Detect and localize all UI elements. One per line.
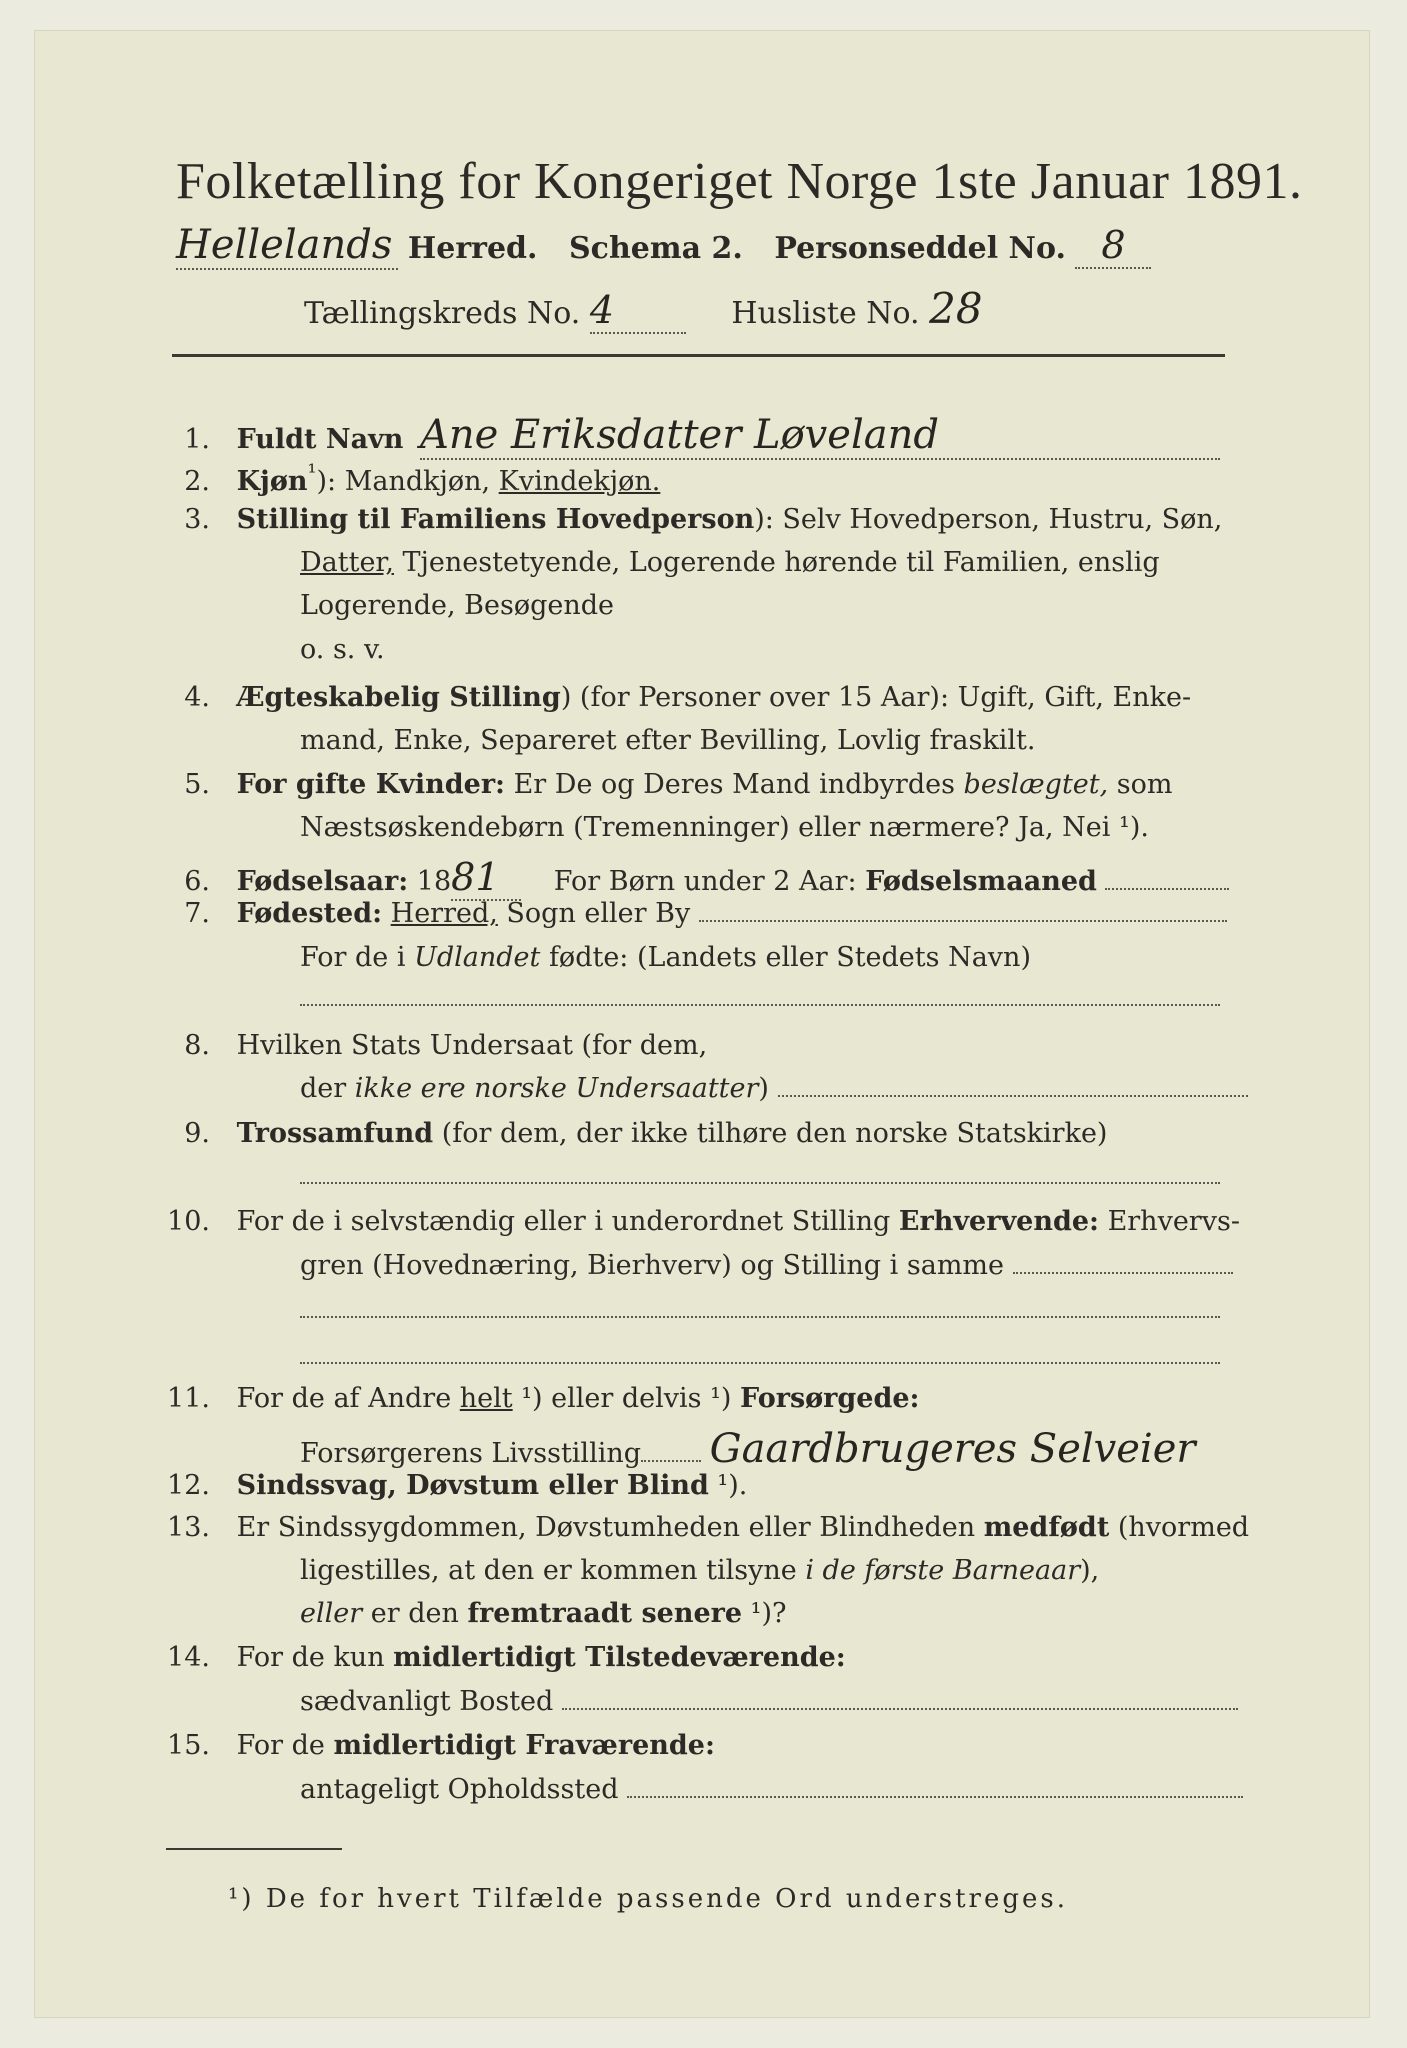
- item-8-number: 8.: [184, 1030, 210, 1061]
- item-7-text-2c: fødte: (Landets eller Stedets Navn): [540, 942, 1031, 973]
- item-13-text-3c: ¹)?: [742, 1598, 787, 1629]
- item-14-label: midlertidigt Tilstedeværende:: [393, 1642, 846, 1673]
- husliste-handwritten: 28: [929, 284, 983, 333]
- item-12: [150, 1470, 747, 1501]
- item-13-text-1a: Er Sindssygdommen, Døvstumheden eller Blindheden: [236, 1512, 984, 1543]
- item-3: [150, 504, 1222, 535]
- item-15-text-1a: For de: [236, 1730, 334, 1761]
- item-6-text: For Børn under 2 Aar:: [553, 866, 857, 897]
- item-8-label-wrap: [237, 1030, 573, 1061]
- item-5-text-2: Næstsøskendebørn (Tremenninger) eller nærmere? Ja, Nei ¹).: [300, 812, 1149, 843]
- item-2: [150, 460, 660, 497]
- item-3-label: Stilling til Familiens Hovedperson: [236, 504, 755, 535]
- item-7-text-2a: For de i: [300, 942, 415, 973]
- header-rule: [172, 354, 1225, 357]
- item-8-text-1: (for dem,: [572, 1030, 708, 1061]
- item-13-text-2a: ligestilles, at den er kommen tilsyne: [300, 1555, 806, 1586]
- item-11-selected: helt: [459, 1383, 513, 1414]
- herred-line: [176, 222, 1151, 270]
- foreign-birthplace-blank: [300, 1004, 1220, 1006]
- husliste-label: Husliste No.: [731, 296, 920, 331]
- birthplace-blank: [699, 920, 1227, 922]
- item-13-number: 13.: [167, 1512, 210, 1543]
- religion-blank: [300, 1182, 1220, 1184]
- item-14-number: 14.: [167, 1642, 210, 1673]
- item-8-line-2: [300, 1073, 1248, 1104]
- item-15-number: 15.: [167, 1730, 210, 1761]
- item-13-line-2: [300, 1555, 1099, 1586]
- item-2-selected: Kvindekjøn.: [498, 466, 661, 497]
- kreds-handwritten: 4: [590, 288, 686, 334]
- item-9-number: 9.: [184, 1118, 210, 1149]
- occupation-blank: [1013, 1272, 1233, 1274]
- item-14-text-1a: For de kun: [236, 1642, 394, 1673]
- occupation-blank-2: [300, 1316, 1220, 1318]
- item-14: [150, 1642, 846, 1673]
- item-11: [150, 1383, 919, 1414]
- item-10-text-2: gren (Hovednæring, Bierhverv) og Stilling i samme: [300, 1250, 1005, 1281]
- item-3-selected: Datter,: [300, 547, 394, 578]
- item-4: [150, 682, 1191, 713]
- item-13-text-2c: ),: [1080, 1555, 1100, 1586]
- item-5-number: 5.: [184, 769, 210, 800]
- item-9-text: (for dem, der ikke tilhøre den norske Statskirke): [433, 1118, 1108, 1149]
- birth-month-blank: [1105, 888, 1229, 890]
- item-3-text-2: Tjenestetyende, Logerende hørende til Familien, enslig: [393, 547, 1160, 578]
- item-5-text-1b: beslægtet,: [963, 769, 1109, 800]
- item-13-label-2: fremtraadt senere: [467, 1598, 743, 1629]
- item-2-number: 2.: [184, 466, 210, 497]
- kreds-line: [304, 284, 983, 334]
- item-12-number: 12.: [167, 1470, 210, 1501]
- item-8-text-2a: der: [300, 1073, 355, 1104]
- item-4-text-1: ) (for Personer over 15 Aar): Ugift, Gift, Enke-: [560, 682, 1192, 713]
- item-10-text-1a: For de i selvstændig eller i underordnet Stilling: [236, 1206, 899, 1237]
- item-10-number: 10.: [167, 1206, 210, 1237]
- item-6-number: 6.: [184, 866, 210, 897]
- item-5-text-1c: som: [1108, 769, 1173, 800]
- item-3-number: 3.: [184, 504, 210, 535]
- item-13-text-3a: eller: [300, 1598, 363, 1629]
- usual-residence-blank: [562, 1708, 1238, 1710]
- item-1-number: 1.: [184, 424, 210, 455]
- item-6: [150, 855, 1229, 901]
- item-15: [150, 1730, 715, 1761]
- item-7-text-2b: Udlandet: [414, 942, 541, 973]
- herred-label: Herred.: [407, 231, 538, 266]
- item-8-text-2b: ikke ere norske Undersaatter: [354, 1073, 759, 1104]
- footnote-rule: [166, 1848, 342, 1850]
- item-13-text-2b: i de første Barneaar: [805, 1555, 1081, 1586]
- occupation-blank-3: [300, 1362, 1220, 1364]
- item-11-number: 11.: [167, 1383, 210, 1414]
- item-7-selected: Herred,: [390, 898, 498, 929]
- item-10-text-1b: Erhvervs-: [1098, 1206, 1240, 1237]
- item-6-label-2: Fødselsmaaned: [865, 866, 1097, 897]
- item-5-label: For gifte Kvinder:: [236, 769, 506, 800]
- item-7: [150, 898, 1227, 929]
- item-2-label: Kjøn: [236, 466, 308, 497]
- full-name-handwritten: Ane Eriksdatter Løveland: [420, 412, 1220, 460]
- item-13-text-3b: er den: [362, 1598, 468, 1629]
- item-3-line-2: [300, 547, 1160, 578]
- item-5-text-1a: Er De og Deres Mand indbyrdes: [505, 769, 964, 800]
- item-10-line-2: [300, 1250, 1233, 1281]
- birth-year-handwritten: 81: [451, 855, 521, 901]
- item-5: [150, 769, 1173, 800]
- item-13-line-3: [300, 1598, 786, 1629]
- item-8: [150, 1030, 707, 1061]
- item-4-text-2: mand, Enke, Separeret efter Bevilling, Lovlig fraskilt.: [300, 725, 1036, 756]
- item-2-sup: ¹: [307, 460, 317, 486]
- item-13-text-1b: (hvormed: [1109, 1512, 1250, 1543]
- birth-year-prefix: 18: [416, 866, 452, 897]
- item-12-text: ¹).: [708, 1470, 748, 1501]
- form-title: Folketælling for Kongeriget Norge 1ste Januar 1891.: [176, 153, 1303, 210]
- footnote: ¹) De for hvert Tilfælde passende Ord understreges.: [228, 1884, 1069, 1914]
- item-8-text-2c: ): [758, 1073, 769, 1104]
- item-11-label: Forsørgede:: [740, 1383, 920, 1414]
- item-10: [150, 1206, 1240, 1237]
- item-7-number: 7.: [184, 898, 210, 929]
- item-3-text-3: Logerende, Besøgende: [300, 590, 614, 621]
- item-12-label: Sindssvag, Døvstum eller Blind: [236, 1470, 709, 1501]
- item-14-text-2: sædvanligt Bosted: [300, 1686, 554, 1717]
- item-13: [150, 1512, 1249, 1543]
- schema-label: Schema 2.: [569, 231, 743, 266]
- item-9-label: Trossamfund: [236, 1118, 434, 1149]
- item-1-label: Fuldt Navn: [236, 424, 404, 455]
- item-3-text-4: o. s. v.: [300, 634, 385, 665]
- item-3-text-1: ): Selv Hovedperson, Hustru, Søn,: [754, 504, 1223, 535]
- item-4-label: Ægteskabelig Stilling: [236, 682, 561, 713]
- item-15-label: midlertidigt Fraværende:: [333, 1730, 715, 1761]
- item-11-text-1a: For de af Andre: [236, 1383, 460, 1414]
- provider-dots: [641, 1460, 701, 1462]
- citizenship-blank: [778, 1095, 1248, 1097]
- provider-occupation-handwritten: Gaardbrugeres Selveier: [709, 1426, 1196, 1472]
- personseddel-label: Personseddel No.: [774, 231, 1066, 266]
- item-15-text-2: antageligt Opholdssted: [300, 1774, 619, 1805]
- item-11-text-2: Forsørgerens Livsstilling: [300, 1438, 642, 1469]
- item-8-label: Hvilken Stats Undersaat: [236, 1030, 573, 1061]
- item-11-line-2: [300, 1426, 1196, 1472]
- herred-handwritten: Hellelands: [176, 222, 398, 270]
- item-7-text: Sogn eller By: [497, 898, 691, 929]
- personseddel-handwritten: 8: [1075, 223, 1151, 269]
- probable-residence-blank: [627, 1796, 1243, 1798]
- item-14-line-2: [300, 1686, 1238, 1717]
- item-13-label: medfødt: [983, 1512, 1110, 1543]
- item-10-label: Erhvervende:: [898, 1206, 1099, 1237]
- kreds-label: Tællingskreds No.: [304, 296, 581, 331]
- item-1: [150, 412, 1220, 460]
- item-11-text-1c: ¹) eller delvis ¹): [512, 1383, 741, 1414]
- item-2-text: ): Mandkjøn,: [316, 466, 499, 497]
- item-7-line-2: [300, 942, 1031, 973]
- item-7-label: Fødested:: [236, 898, 383, 929]
- item-15-line-2: [300, 1774, 1243, 1805]
- item-9: [150, 1118, 1107, 1149]
- item-6-label: Fødselsaar:: [236, 866, 409, 897]
- item-4-number: 4.: [184, 682, 210, 713]
